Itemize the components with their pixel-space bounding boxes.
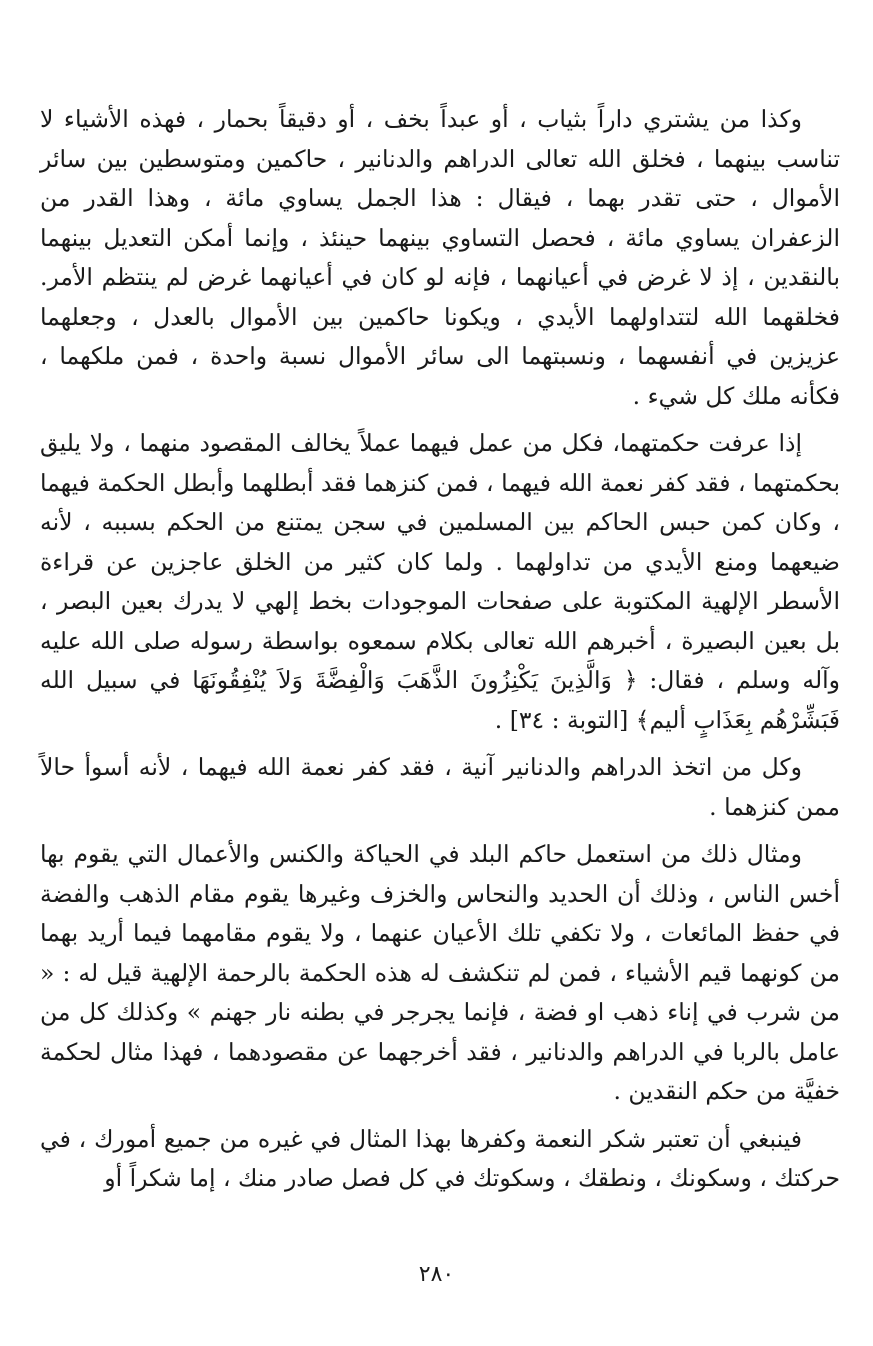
- paragraph-5: فينبغي أن تعتبر شكر النعمة وكفرها بهذا المثال في غيره من جميع أمورك ، في حركتك ، وسكونك ، ونطقك ، وسكوتك في كل فصل صادر منك ، إما شكراً أو: [40, 1124, 840, 1192]
- paragraph-2: إذا عرفت حكمتهما، فكل من عمل فيهما عملاً يخالف المقصود منهما ، ولا يليق بحكمتهما ، فقد كفر نعمة الله فيهما ، فمن كنزهما فقد أبطلهما وأبطل الحكمة فيهما ، وكان كمن حبس الحاكم بين المسلمين في سجن يمتنع من الحكم بسببه ، لأنه ضيعهما ومنع الأيدي من تداولهما . ولما كان كثير من الخلق عاجزين عن قراءة الأسطر الإلهية المكتوبة على صفحات الموجودات بخط إلهي لا يدرك بعين البصر ، بل بعين البصيرة ، أخبرهم الله تعالى بكلام سمعوه بواسطة رسوله صلى الله عليه وآله وسلم ، فقال: ﴿ وَالَّذِينَ يَكْنِزُونَ الذَّهَبَ وَالْفِضَّةَ وَلاَ يُنْفِقُونَهَا في سبيل الله فَبَشِّرْهُم بِعَذَابٍ أليم﴾ [التوبة : ٣٤] .: [40, 429, 840, 734]
- page-number: ٢٨٠: [418, 1262, 455, 1287]
- paragraph-4: ومثال ذلك من استعمل حاكم البلد في الحياكة والكنس والأعمال التي يقوم بها أخس الناس ، وذلك أن الحديد والنحاس والخزف وغيرها يقوم مقام الذهب والفضة في حفظ المائعات ، ولا تكفي تلك الأعيان عنهما ، ولا يقوم مقامهما فيما أريد بهما من كونهما قيم الأشياء ، فمن لم تنكشف له هذه الحكمة بالرحمة الإلهية قيل له : « من شرب في إناء ذهب او فضة ، فإنما يجرجر في بطنه نار جهنم » وكذلك كل من عامل بالربا في الدراهم والدنانير ، فقد أخرجهما عن مقصودهما ، فهذا مثال لحكمة خفيَّة من حكم النقدين .: [40, 840, 840, 1105]
- paragraph-3: وكل من اتخذ الدراهم والدنانير آنية ، فقد كفر نعمة الله فيهما ، لأنه أسوأ حالاً ممن كنزهما .: [40, 753, 840, 821]
- page-body: [40, 100, 840, 1199]
- paragraph-1: وكذا من يشتري داراً بثياب ، أو عبداً بخف ، أو دقيقاً بحمار ، فهذه الأشياء لا تناسب بينهما ، فخلق الله تعالى الدراهم والدنانير ، حاكمين ومتوسطين بين سائر الأموال ، حتى تقدر بهما ، فيقال : هذا الجمل يساوي مائة ، وهذا القدر من الزعفران يساوي مائة ، فحصل التساوي بينهما حينئذ ، وإنما أمكن التعديل بينهما بالنقدين ، إذ لا غرض في أعيانهما ، فإنه لو كان في أعيانهما غرض لم ينتظم الأمر. فخلقهما الله لتتداولهما الأيدي ، ويكونا حاكمين بين الأموال بالعدل ، وجعلهما عزيزين في أنفسهما ، ونسبتهما الى سائر الأموال نسبة واحدة ، فمن ملكهما ، فكأنه ملك كل شيء .: [40, 105, 840, 410]
